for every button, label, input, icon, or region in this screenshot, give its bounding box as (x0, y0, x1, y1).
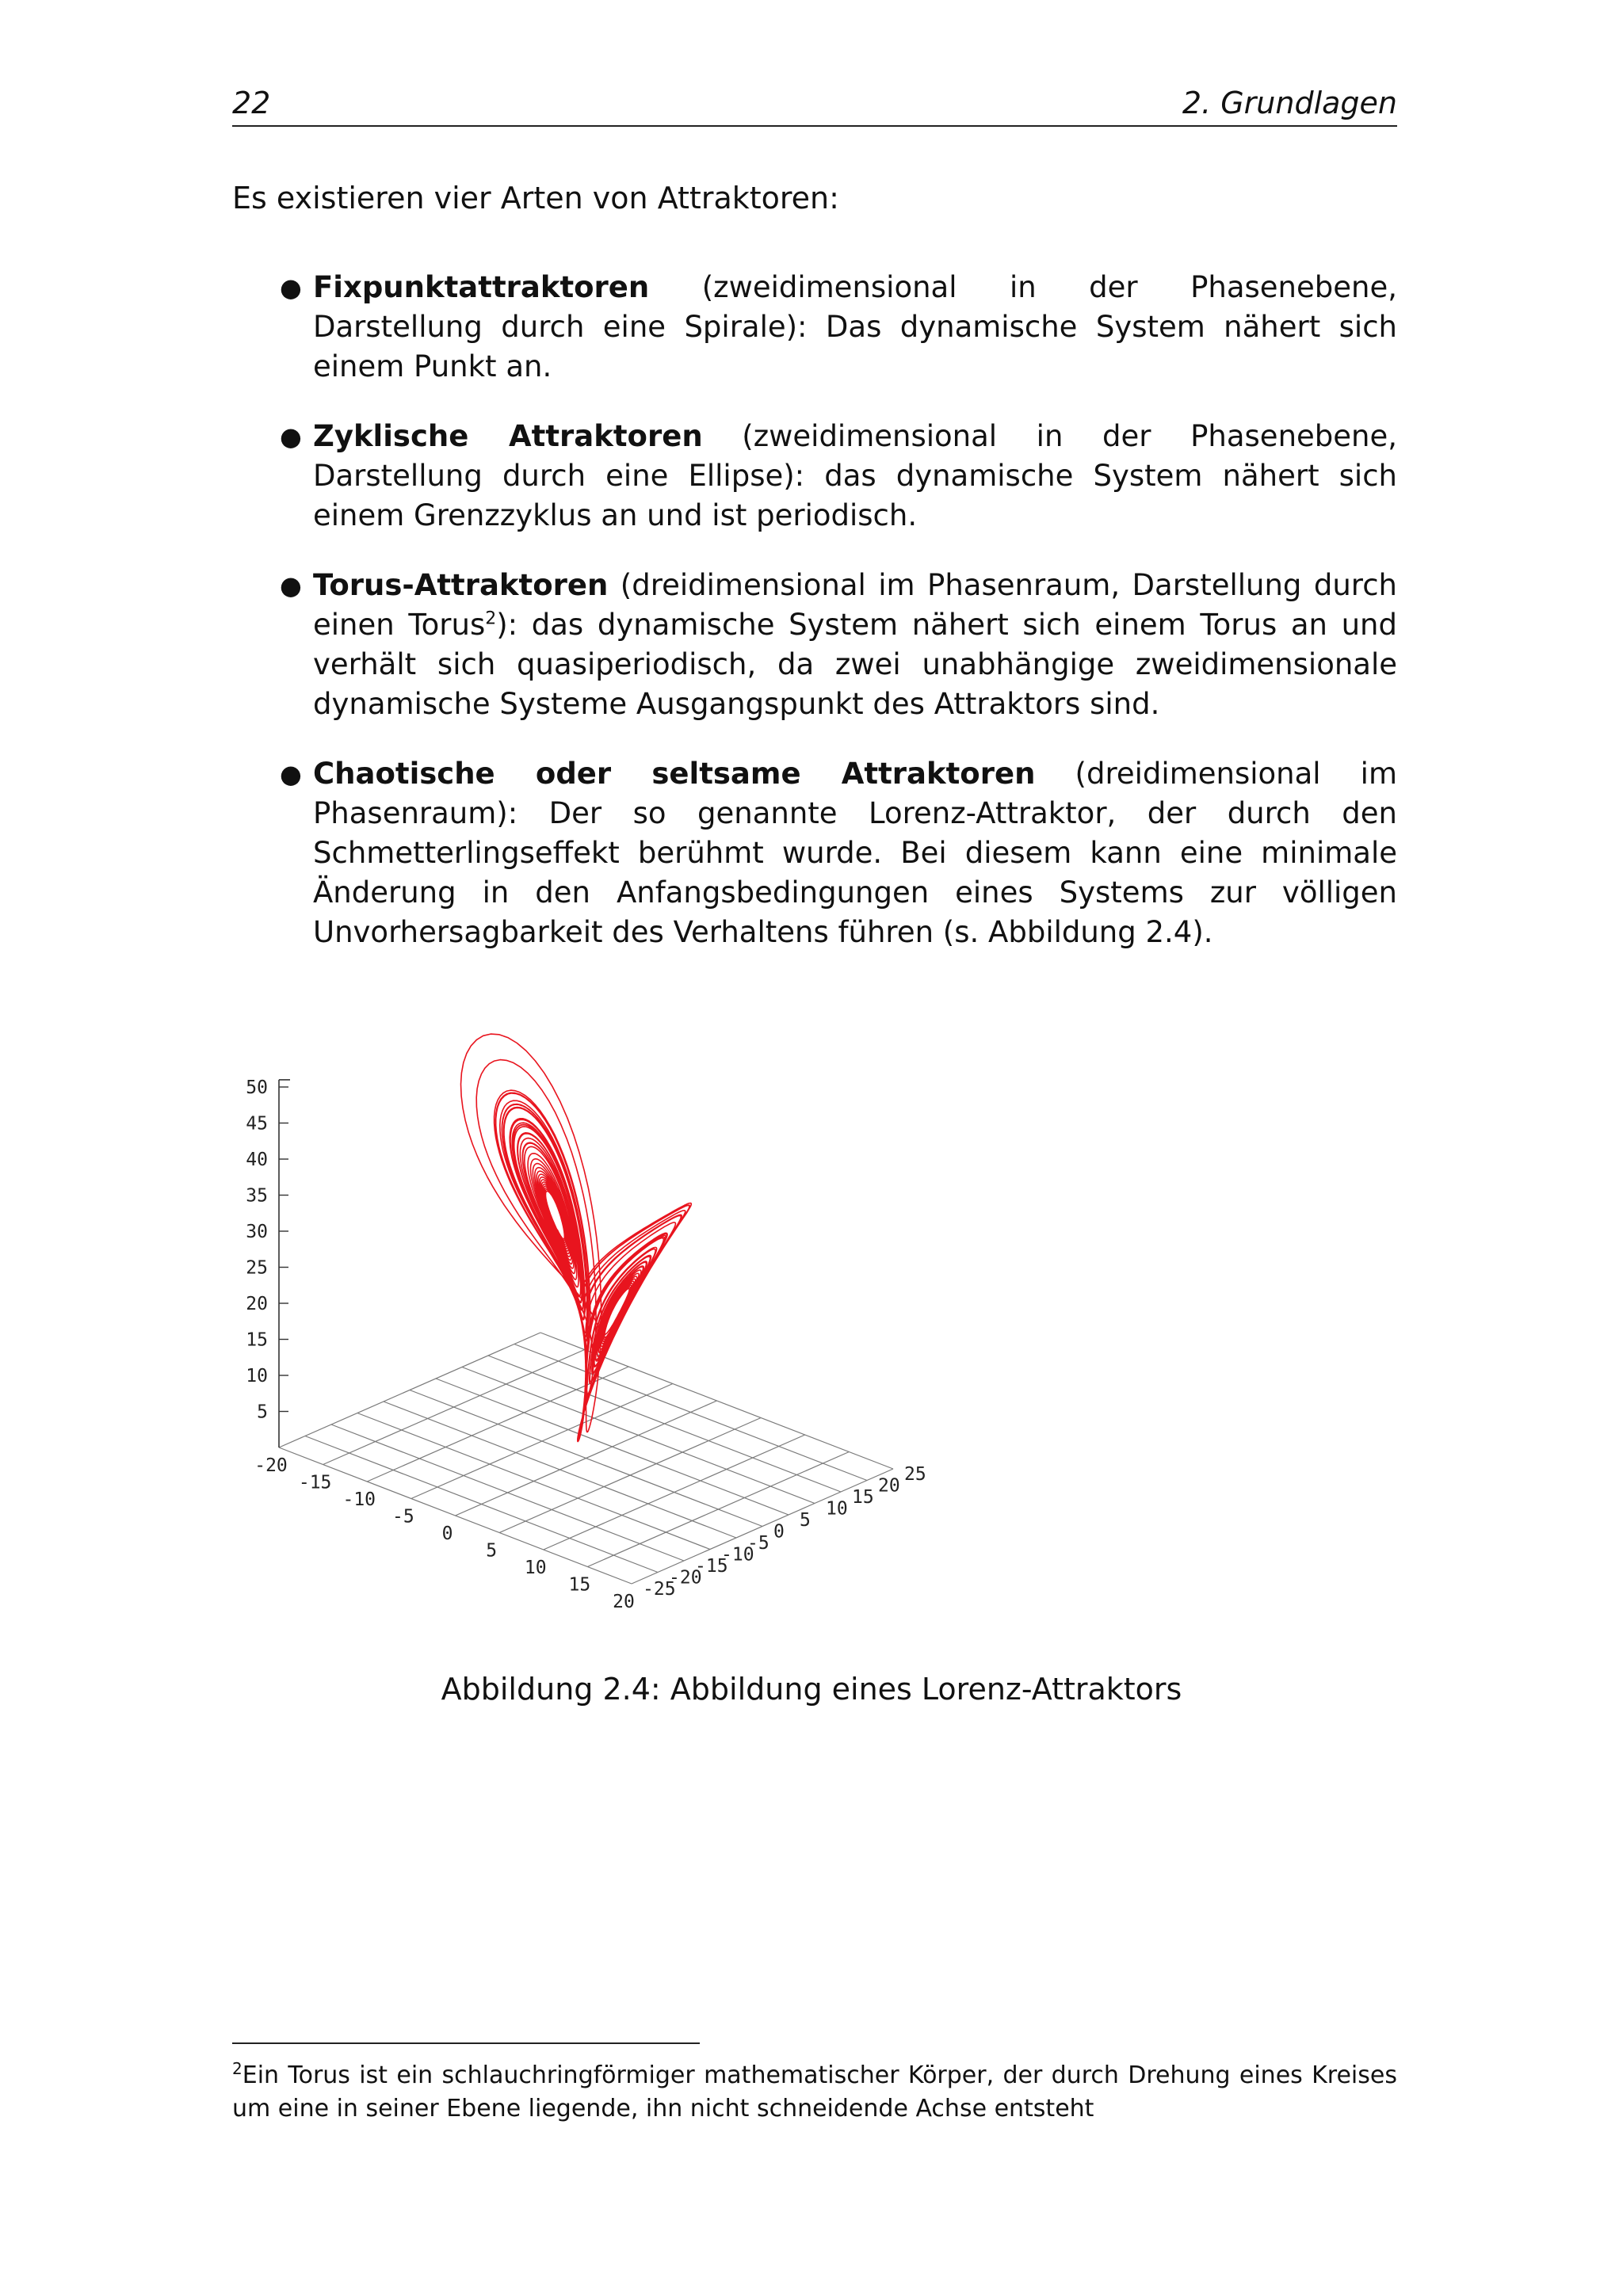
footnote-number: 2 (232, 2059, 242, 2078)
bullet-icon: ● (280, 273, 302, 303)
grid-line (357, 1413, 710, 1550)
x-tick-label: 20 (613, 1592, 635, 1612)
y-tick-label: -5 (747, 1533, 769, 1554)
item-text: (dreidimensional im Phasenraum, Darstellung durch einen Torus (313, 568, 1397, 642)
chapter-title: 2. Grundlagen (1182, 86, 1397, 120)
z-tick-label: 25 (246, 1257, 268, 1279)
z-tick-label: 40 (246, 1150, 268, 1170)
intro-sentence: Es existieren vier Arten von Attraktoren: (232, 181, 839, 215)
page-header (232, 79, 1397, 127)
list-item (232, 417, 1397, 536)
x-tick-label: 15 (568, 1574, 591, 1596)
x-tick-label: -15 (298, 1472, 332, 1493)
z-tick-label: 50 (246, 1077, 268, 1098)
list-item (232, 566, 1397, 724)
z-tick-label: 45 (246, 1113, 268, 1135)
y-tick-label: 20 (878, 1475, 900, 1497)
z-tick-label: 20 (246, 1294, 268, 1314)
y-tick-label: 5 (800, 1510, 811, 1531)
plot-axes (279, 1080, 290, 1447)
item-text: ): das dynamische System nähert sich einem Torus an und verhält sich quasiperiodisch, da zwei unabhängige zweidimensionale dynamische Systeme Ausgangspunkt des Attraktors sind. (313, 608, 1397, 721)
item-term: Torus-Attraktoren (313, 568, 609, 602)
grid-line (436, 1379, 789, 1515)
x-tick-label: 5 (486, 1540, 498, 1562)
list-item (232, 268, 1397, 387)
x-tick-label: -5 (392, 1506, 414, 1527)
y-tick-label: -15 (695, 1556, 728, 1577)
lorenz-figure (246, 947, 1371, 1628)
x-tick-label: -20 (254, 1455, 288, 1476)
bullet-icon: ● (280, 759, 302, 789)
footnote (232, 2052, 1397, 2126)
y-tick-label: 15 (852, 1487, 874, 1508)
item-text: (dreidimensional im Phasenraum): Der so genannte Lorenz-Attraktor, der durch den Schmetterlingseffekt berühmt wurde. Bei diesem kann eine minimale Änderung in den Anfangsbedingungen eines Systems zur völligen Unvorhersagbarkeit des Verhaltens führen (s. Abbildung 2.4). (313, 757, 1398, 949)
bullet-icon: ● (280, 570, 302, 601)
y-tick-label: -10 (721, 1544, 754, 1566)
footnote-rule (232, 2042, 700, 2044)
x-tick-label: 10 (524, 1558, 547, 1578)
z-tick-label: 15 (246, 1329, 268, 1351)
footnote-text: Ein Torus ist ein schlauchringförmiger mathematischer Körper, der durch Drehung eines Kreises um eine in seiner Ebene liegende, ihn nicht schneidende Achse entsteht (232, 2061, 1397, 2122)
y-tick-label: 25 (904, 1464, 926, 1485)
item-text: (zweidimensional in der Phasenebene, Darstellung durch eine Ellipse): das dynamische System nähert sich einem Grenzzyklus an und ist periodisch. (313, 419, 1398, 532)
grid-line (384, 1402, 736, 1538)
attractor-list (232, 268, 1397, 982)
z-tick-label: 30 (246, 1222, 268, 1242)
bullet-icon: ● (280, 421, 302, 452)
z-tick-label: 35 (246, 1185, 268, 1207)
y-tick-label: 10 (826, 1498, 848, 1520)
grid-line (279, 1447, 632, 1584)
x-tick-label: -10 (342, 1489, 376, 1510)
z-tick-label: 10 (246, 1366, 268, 1386)
lorenz-attractor-plot (246, 947, 1371, 1628)
grid-line (331, 1425, 684, 1561)
item-text: (zweidimensional in der Phasenebene, Darstellung durch eine Spirale): Das dynamische System nähert sich einem Punkt an. (313, 270, 1397, 383)
grid-line (488, 1356, 841, 1492)
footnote-mark[interactable]: 2 (485, 608, 497, 629)
grid-line (462, 1367, 815, 1504)
y-tick-label: 0 (773, 1521, 785, 1543)
list-item (232, 754, 1397, 952)
y-tick-label: -25 (643, 1579, 676, 1600)
item-term: Fixpunktattraktoren (313, 270, 650, 304)
item-term: Chaotische oder seltsame Attraktoren (313, 757, 1036, 791)
figure-caption: Abbildung 2.4: Abbildung eines Lorenz-Attraktors (441, 1672, 1182, 1707)
item-term: Zyklische Attraktoren (313, 419, 703, 453)
y-tick-label: -20 (669, 1567, 702, 1589)
grid-line (514, 1344, 867, 1481)
z-tick-label: 5 (257, 1402, 268, 1423)
x-tick-label: 0 (441, 1524, 453, 1544)
page-number: 22 (232, 86, 271, 120)
